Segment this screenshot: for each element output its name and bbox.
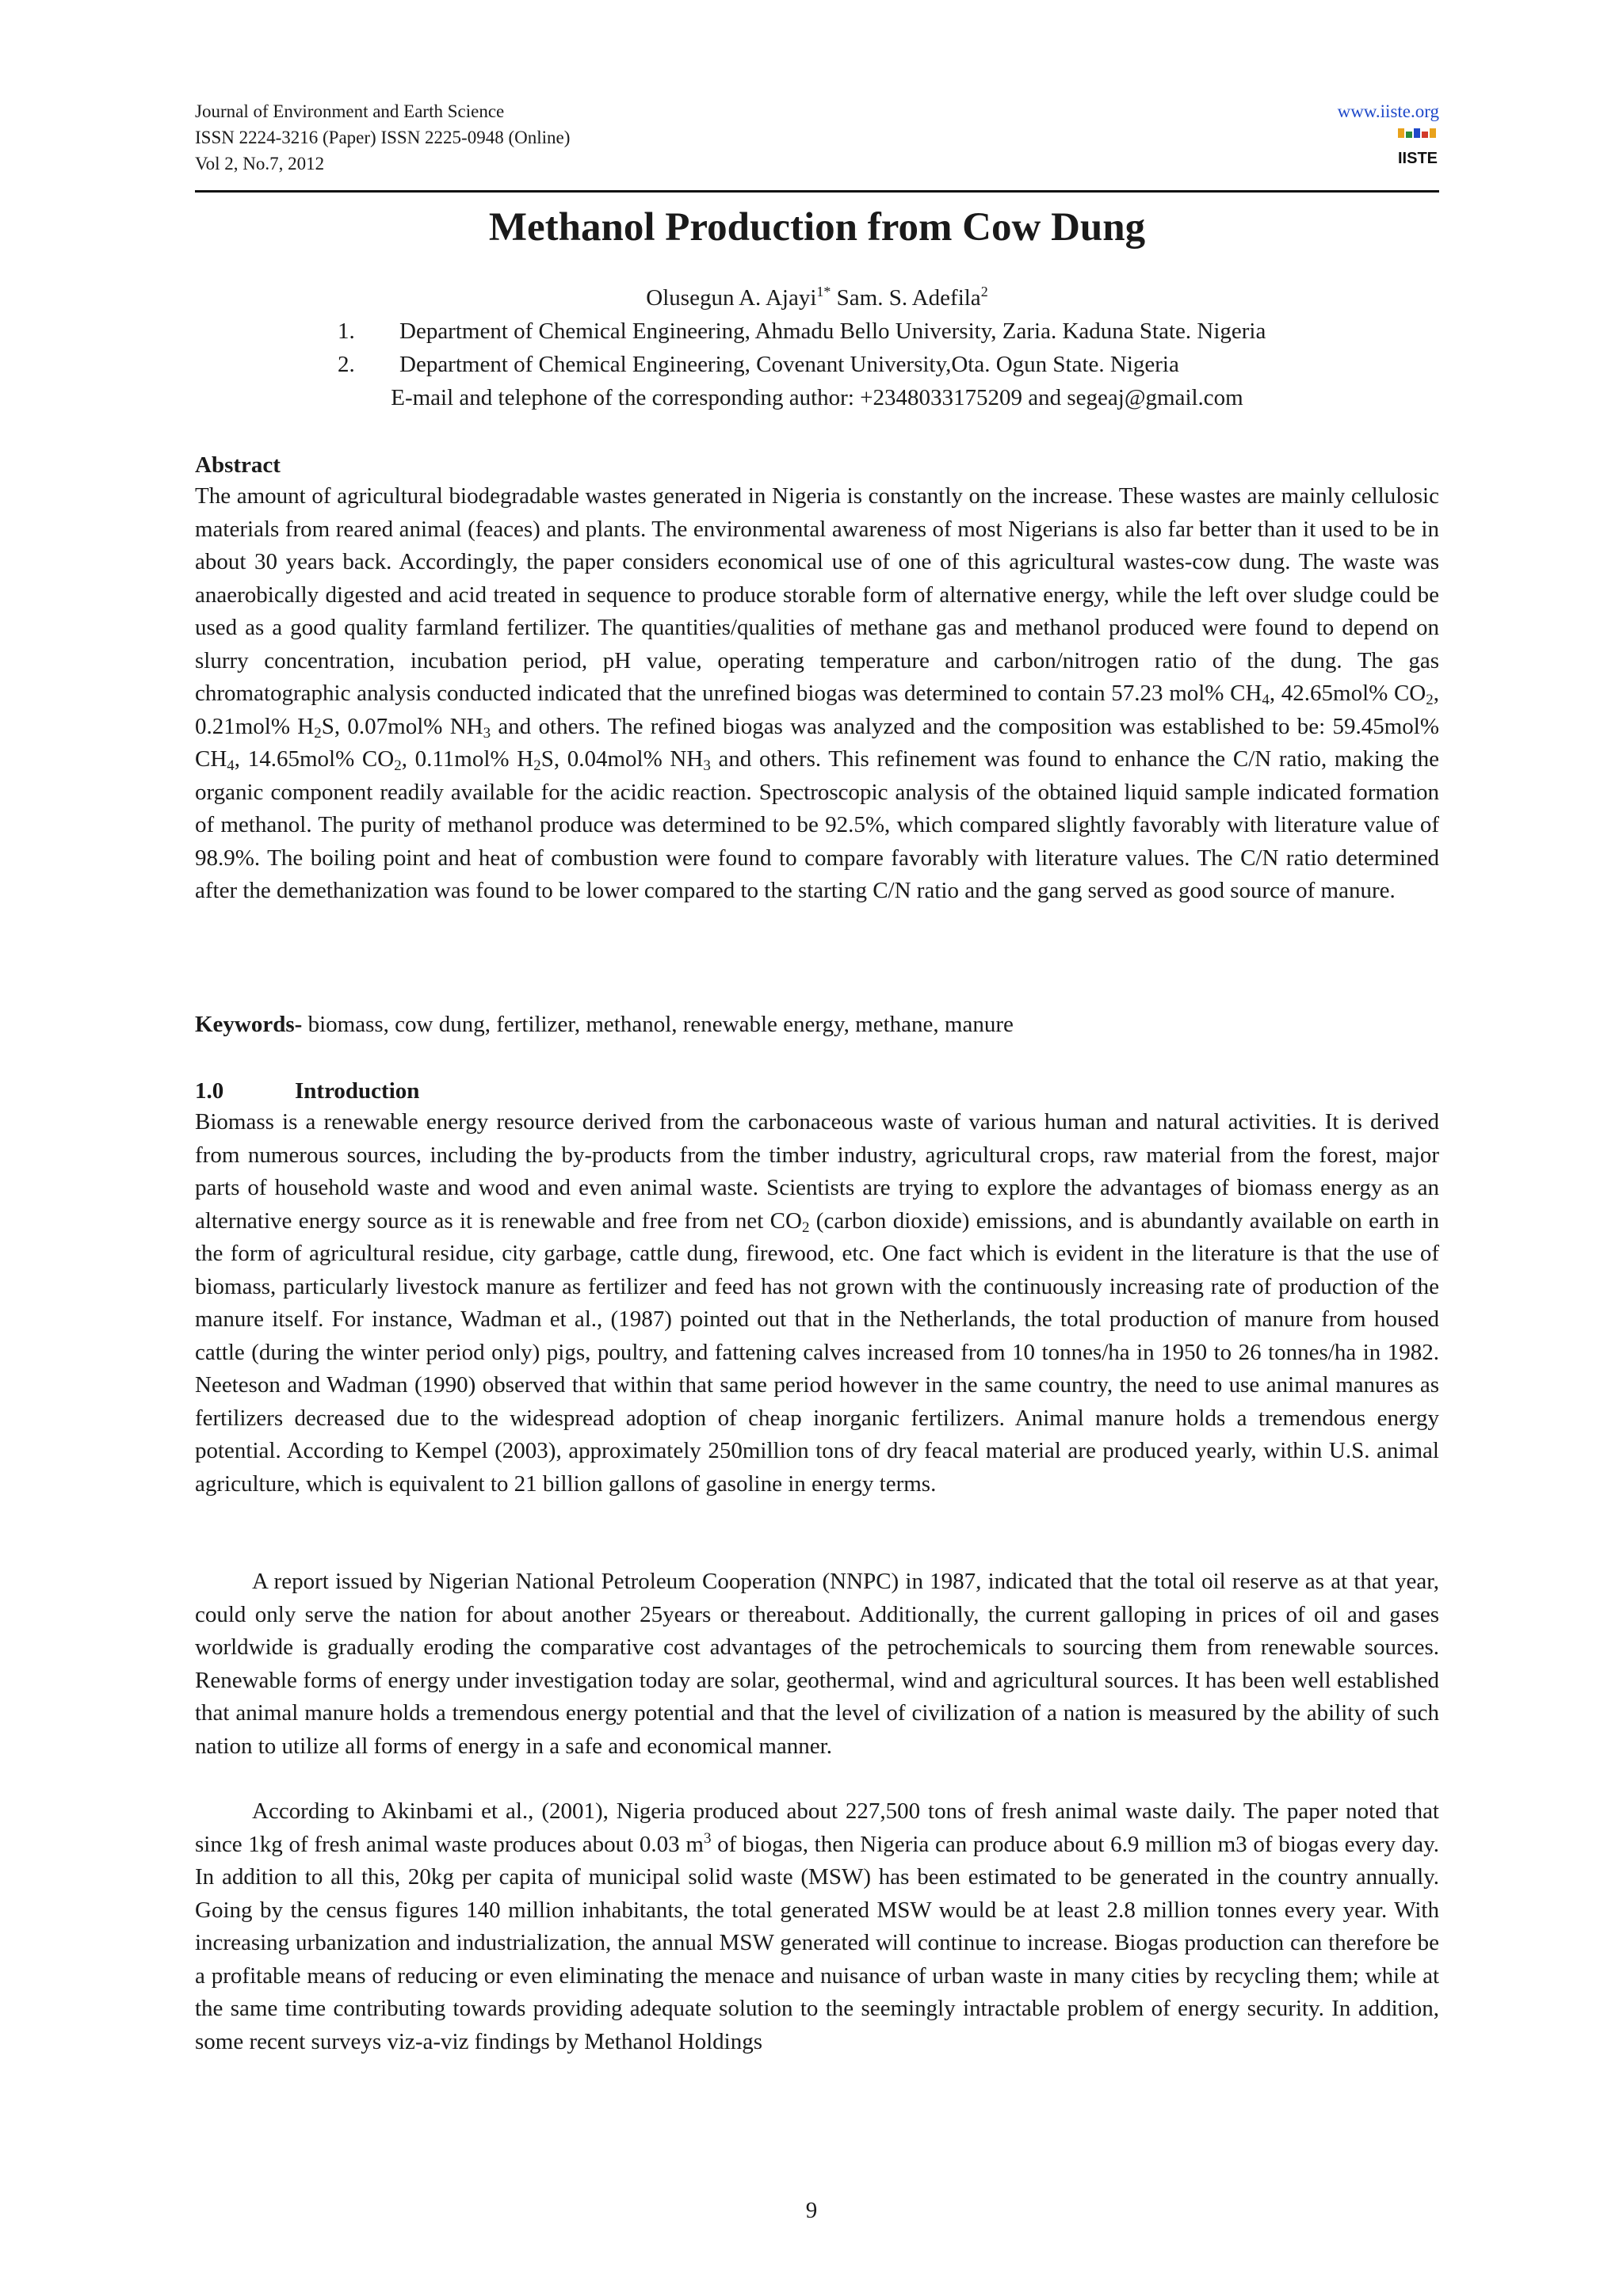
abstract-heading: Abstract <box>195 452 281 478</box>
journal-issn: ISSN 2224-3216 (Paper) ISSN 2225-0948 (Online) <box>195 128 571 147</box>
journal-info <box>195 98 570 177</box>
affiliation-number: 1. <box>338 318 355 344</box>
affiliation-number: 2. <box>338 352 355 377</box>
author-2-name: Sam. S. Adefila <box>836 285 981 311</box>
section-title: Introduction <box>295 1078 420 1104</box>
keywords-label: Keywords- <box>195 1012 303 1037</box>
journal-volume: Vol 2, No.7, 2012 <box>195 154 325 174</box>
abstract-body: The amount of agricultural biodegradable wastes generated in Nigeria is constantly on the increase. These wastes are mainly cellulosic materials from reared animal (feaces) and plants. The environmental awareness of most Nigerians is also far better than it used to be in about 30 years back. Accordingly, the paper considers economical use of one of this agricultural wastes-cow dung. The waste was anaerobically digested and acid treated in sequence to produce storable form of alternative energy, while the left over sludge could be used as a good quality farmland fertilizer. The quantities/qualities of methane gas and methanol produced were found to depend on slurry concentration, incubation period, pH value, operating temperature and carbon/nitrogen ratio of the dung. The gas chromatographic analysis conducted indicated that the unrefined biogas was determined to contain 57.23 mol% $CH_4$, 42.65mol% $CO_2$, 0.21mol% $H_2S$, 0.07mol% $NH_3$ and others. The refined biogas was analyzed and the composition was established to be: 59.45mol% $CH_4$, 14.65mol% $CO_2$, 0.11mol% $H_2S$, 0.04mol% $NH_3$ and others. This refinement was found to enhance the C/N ratio, making the organic component readily available for the acidic reaction. Spectroscopic analysis of the obtained liquid sample indicated formation of methanol. The purity of methanol produce was determined to be 92.5%, which compared slightly favorably with literature value of 98.9%. The boiling point and heat of combustion were found to compare favorably with literature values. The C/N ratio determined after the demethanization was found to be lower compared to the starting C/N ratio and the gang served as good source of manure. <box>195 483 1440 903</box>
affiliation-text: Department of Chemical Engineering, Ahmadu Bello University, Zaria. Kaduna State. Nigeria <box>399 318 1266 344</box>
page-number: 9 <box>805 2198 818 2223</box>
journal-name: Journal of Environment and Earth Science <box>195 101 505 121</box>
intro-paragraph-1: Biomass is a renewable energy resource derived from the carbonaceous waste of various human and natural activities. It is derived from numerous sources, including the by-products from the timber industry, agricultural crops, raw material from the forest, major parts of household waste and wood and even animal waste. Scientists are trying to explore the advantages of biomass energy as an alternative energy source as it is renewable and free from net $CO_2$ (carbon dioxide) emissions, and is abundantly available on earth in the form of agricultural residue, city garbage, cattle dung, firewood, etc. One fact which is evident in the literature is that the use of biomass, particularly livestock manure as fertilizer and feed has not grown with the continuously increasing rate of production of the manure itself. For instance, Wadman et al., (1987) pointed out that in the Netherlands, the total production of manure from housed cattle (during the winter period only) pigs, poultry, and fattening calves increased from 10 tonnes/ha in 1950 to 26 tonnes/ha in 1982. Neeteson and Wadman (1990) observed that within that same period however in the same country, the need to use animal manures as fertilizers decreased due to the widespread adoption of cheap inorganic fertilizers. Animal manure holds a tremendous energy potential. According to Kempel (2003), approximately 250million tons of dry feacal material are produced yearly, within U.S. animal agriculture, which is equivalent to 21 billion gallons of gasoline in energy terms. <box>195 1109 1439 1497</box>
paper-title: Methanol Production from Cow Dung <box>488 205 1146 250</box>
affiliation-text: Department of Chemical Engineering, Covenant University,Ota. Ogun State. Nigeria <box>399 352 1179 377</box>
journal-header <box>195 98 1439 193</box>
introduction-heading <box>195 1074 419 1108</box>
author-1-name: Olusegun A. Ajayi <box>646 285 817 311</box>
affiliation-item <box>338 315 1266 347</box>
iiste-logo-icon <box>1396 127 1439 171</box>
author-2-marker: 2 <box>980 284 988 299</box>
section-number: 1.0 <box>195 1078 224 1104</box>
header-rule <box>195 190 1439 193</box>
journal-url-link[interactable]: www.iiste.org <box>1337 101 1439 121</box>
corresponding-author-contact: E-mail and telephone of the corresponding author: +2348033175209 and segeaj@gmail.com <box>391 385 1243 410</box>
intro-paragraph-2: A report issued by Nigerian National Petroleum Cooperation (NNPC) in 1987, indicated that the total oil reserve as at that year, could only serve the nation for about another 25years or thereabout. Additionally, the current galloping in prices of oil and gases worldwide is gradually eroding the comparative cost advantages of the petrochemicals to sourcing them from renewable sources. Renewable forms of energy under investigation today are solar, geothermal, wind and agricultural sources. It has been well established that animal manure holds a tremendous energy potential and that the level of civilization of a nation is measured by the ability of such nation to utilize all forms of energy in a safe and economical manner. <box>195 1569 1439 1759</box>
intro-paragraph-3: According to Akinbami et al., (2001), Nigeria produced about 227,500 tons of fresh animal waste daily. The paper noted that since 1kg of fresh animal waste produces about 0.03 $m^3$ of biogas, then Nigeria can produce about 6.9 million m3 of biogas every day. In addition to all this, 20kg per capita of municipal solid waste (MSW) has been estimated to be generated in the country annually. Going by the census figures 140 million inhabitants, the total generated MSW would be at least 2.8 million tonnes every year. With increasing urbanization and industrialization, the annual MSW generated will continue to increase. Biogas production can therefore be a profitable means of reducing or even eliminating the menace and nuisance of urban waste in many cities by recycling them; while at the same time contributing towards providing adequate solution to the seemingly intractable problem of energy security. In addition, some recent surveys viz-a-viz findings by Methanol Holdings <box>195 1798 1439 2054</box>
svg-text:IISTE: IISTE <box>1397 150 1438 167</box>
keywords-list: biomass, cow dung, fertilizer, methanol, renewable energy, methane, manure <box>302 1012 1014 1037</box>
author-line <box>195 282 1439 314</box>
author-1-marker: 1* <box>816 284 831 299</box>
keywords-line <box>195 1009 1014 1042</box>
affiliation-item <box>338 349 1179 380</box>
